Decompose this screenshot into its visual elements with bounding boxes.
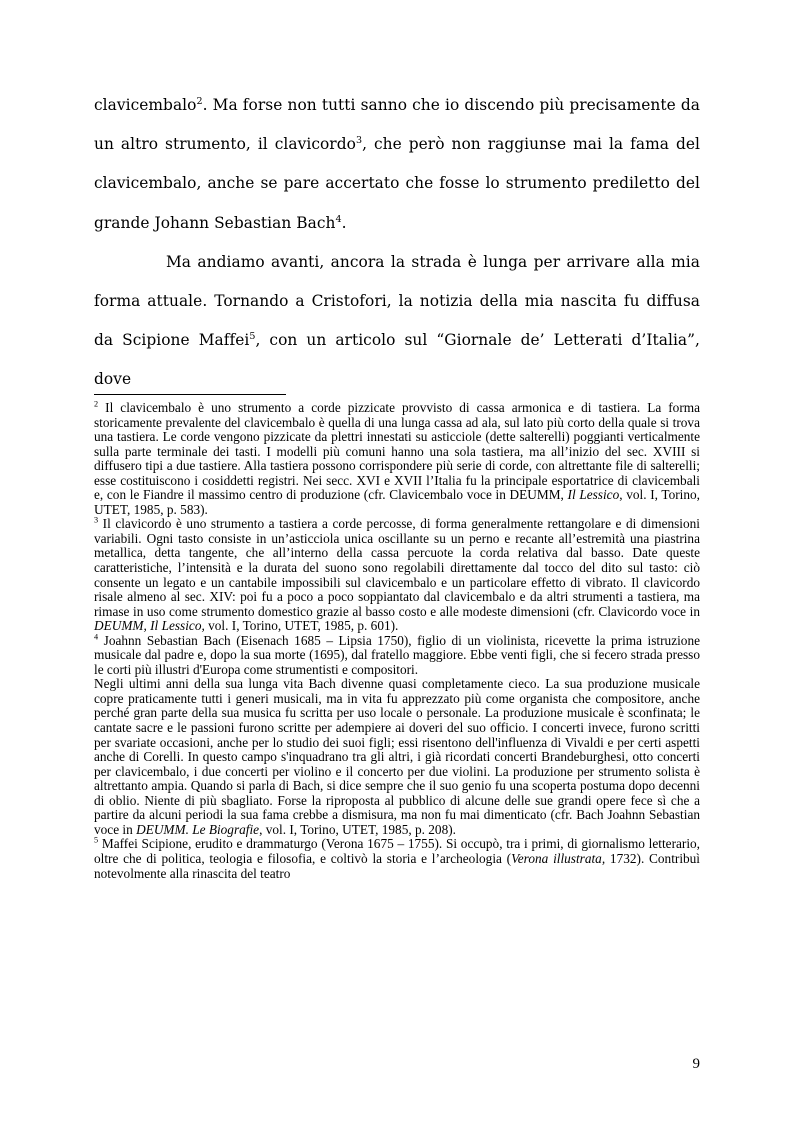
- text: Negli ultimi anni della sua lunga vita Bach divenne quasi completamente cieco. La sua produzione musicale copre praticamente tutti i generi musicali, ma in vita fu apprezzato più come organista che compositore, anche perché gran parte della sua musica fu scritta per uso locale o personale. La produzione musicale è sconfinata; le cantate sacre e le passioni furono scritte per adempiere ai doveri del suo officio. I concerti invece, furono scritti per svariate occasioni, anche per lo studio dei suoi figli; essi risentono dell'influenza di Vivaldi e per certi aspetti anche di Corelli. In questo campo s'inquadrano tra gli altri, i già ricordati concerti Brandeburghesi, otto concerti per clavicembalo, i due concerti per violino e il concerto per due violini. La produzione per strumento solista è altrettanto ampia. Quando si parla di Bach, si dice sempre che il suo genio fu una scoperta postuma dopo decenni di oblio. Niente di più sbagliato. Forse la riproposta al pubblico di alcune delle sue grandi opere fece sì che a partire da alcuni periodi la sua fama crebbe a dismisura, ma non fu mai dimenticato (cfr. Bach Joahnn Sebastian voce in: [94, 676, 700, 837]
- text: , vol. I, Torino, UTET, 1985, p. 208).: [259, 821, 456, 837]
- text: , vol. I, Torino, UTET, 1985, p. 583).: [94, 487, 701, 517]
- footnote-ref-5[interactable]: 5: [249, 331, 256, 343]
- footnote-ref-3[interactable]: 3: [355, 135, 363, 147]
- footnote-separator: [94, 394, 286, 395]
- page-number: 9: [692, 1056, 700, 1072]
- footnote-number: 2: [94, 399, 99, 409]
- footnote-4: [94, 634, 700, 678]
- text: , con un articolo sul “Giornale de’ Letterati d’Italia”, dove: [94, 331, 700, 389]
- footnote-number: 5: [94, 835, 99, 845]
- footnote-ref-4[interactable]: 4: [335, 213, 342, 225]
- text: vol. I, Torino, UTET, 1985, p. 601).: [204, 618, 399, 634]
- text: Il clavicembalo è uno strumento a corde pizzicate provvisto di cassa armonica e di tastiera. La forma storicamente prevalente del clavicembalo è quella di una lunga cassa ad ala, sul lato più corto della quale si trova una tastiera. Le corde vengono pizzicate da plettri innestati su asticciole (dette salterelli) poggianti verticalmente sulla parte terminale dei tasti. I modelli più comuni hanno una sola tastiera, ma all’inizio del sec. XVIII si diffusero tipi a due tastiere. Alla tastiera possono corrispondere più serie di corde, con altrettante file di salterelli; esse costituiscono i cosiddetti registri. Nei secc. XVI e XVII l’Italia fu la principale esportatrice di clavicembali e, con le Fiandre il massimo centro di produzione (cfr. Clavicembalo voce in DEUMM,: [94, 400, 700, 503]
- italic-text: DEUMM. Le Biografie: [136, 821, 260, 837]
- text: , che però non raggiunse mai la fama del clavicembalo, anche se pare accertato che fosse lo strumento prediletto del grande Johann Sebastian Bach: [94, 135, 700, 232]
- footnotes: [94, 401, 700, 881]
- footnote-number: 4: [94, 632, 99, 642]
- footnote-5: [94, 837, 700, 881]
- italic-text: DEUMM, Il Lessico,: [94, 618, 205, 634]
- text: Joahnn Sebastian Bach (Eisenach 1685 – Lipsia 1750), figlio di un violinista, ricevette la prima istruzione musicale dal padre e, dopo la sua morte (1695), dal fratello maggiore. Ebbe venti figli, che si fecero strada presso le corti più illustri d'Europa come strumentisti e compositori.: [94, 632, 700, 677]
- text: 1732). Contribuì notevolmente alla rinascita del teatro: [94, 850, 701, 881]
- italic-text: Verona illustrata,: [511, 850, 606, 866]
- paragraph-2: [94, 243, 700, 400]
- footnote-ref-2[interactable]: 2: [196, 95, 203, 107]
- footnote-4-continued: [94, 677, 700, 837]
- paragraph-1: [94, 86, 700, 243]
- text: Maffei Scipione, erudito e drammaturgo (Verona 1675 – 1755). Si occupò, tra i primi, di giornalismo letterario, oltre che di politica, teologia e filosofia, e coltivò la storia e l’archeologia (: [94, 836, 700, 866]
- footnote-2: [94, 401, 700, 517]
- body-text: [94, 86, 700, 400]
- footnote-3: [94, 517, 700, 633]
- italic-text: Il Lessico: [567, 487, 620, 503]
- text: clavicembalo: [94, 96, 197, 114]
- text: .: [341, 213, 347, 232]
- footnote-number: 3: [94, 515, 99, 525]
- text: . Ma forse non tutti sanno che io discendo più precisamente da un altro strumento, il clavicordo: [94, 96, 700, 154]
- text: Ma andiamo avanti, ancora la strada è lunga per arrivare alla mia forma attuale. Tornando a Cristofori, la notizia della mia nascita fu diffusa da Scipione Maffei: [94, 252, 700, 350]
- text: Il clavicordo è uno strumento a tastiera a corde percosse, di forma generalmente rettangolare e di dimensioni variabili. Ogni tasto consiste in un’asticciola unica oscillante su un perno e recante all’estremità una piastrina metallica, detta tangente, che all’interno della cassa percuote la corda relativa dal basso. Date queste caratteristiche, l’intensità e la durata del suono sono regolabili direttamente dal tocco del dito sul tasto: ciò consente un legato e un cantabile impossibili sul clavicembalo e un particolare effetto di vibrato. Il clavicordo risale almeno al sec. XIV: poi fu a poco a poco soppiantato dal clavicembalo e da altri strumenti a tastiera, ma rimase in uso come strumento domestico grazie al basso costo e alle modeste dimensioni (cfr. Clavicordo voce in: [94, 516, 700, 619]
